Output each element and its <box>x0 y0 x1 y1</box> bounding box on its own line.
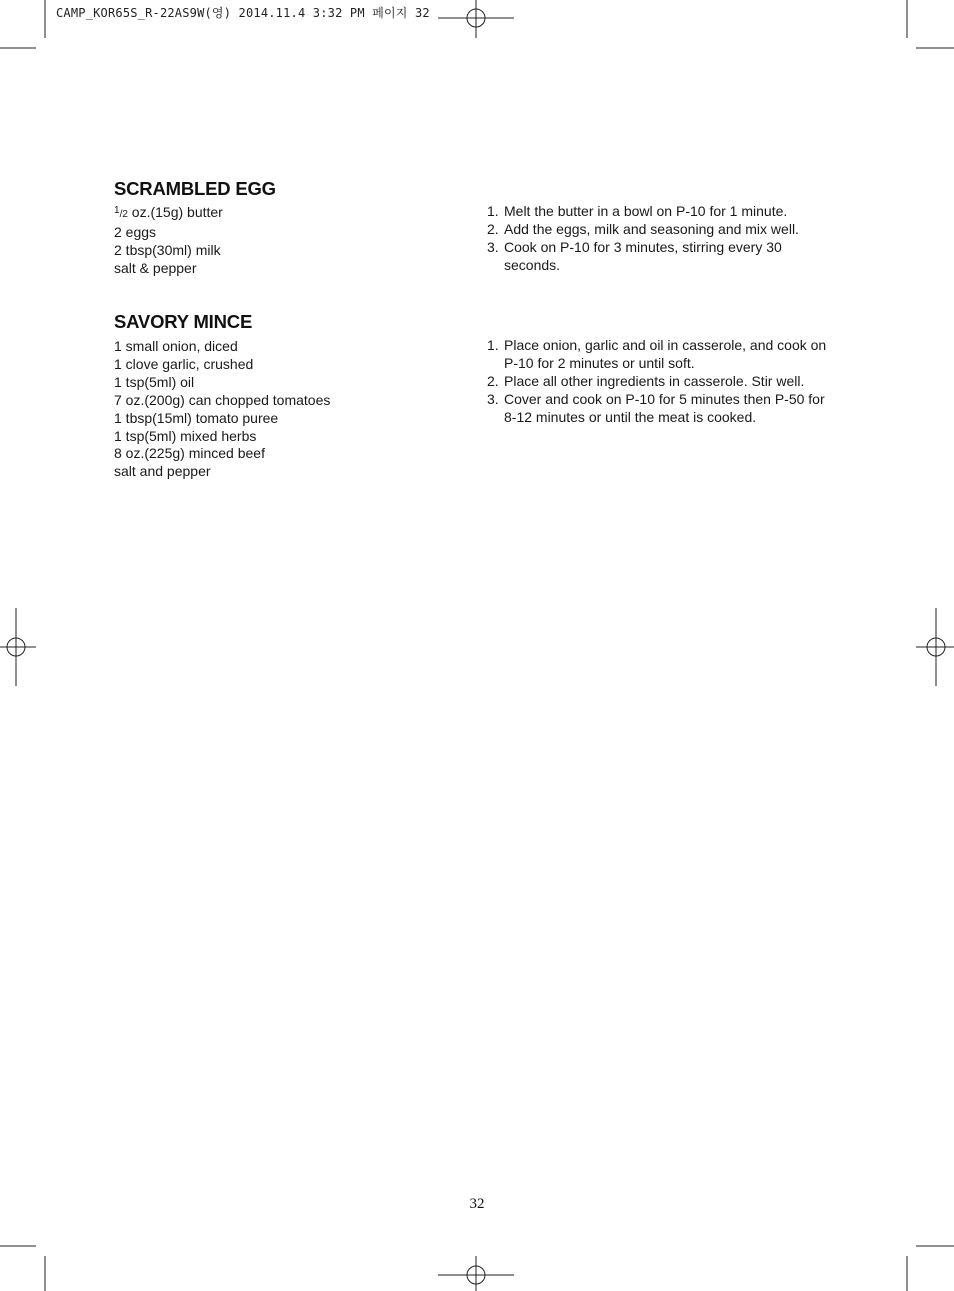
step-text: Place all other ingredients in casserole. Stir well. <box>504 372 805 389</box>
ingredient-item: 8 oz.(225g) minced beef <box>114 445 265 462</box>
step-number: 2. <box>487 372 499 389</box>
ingredient-list <box>114 338 444 481</box>
method-steps <box>487 203 839 275</box>
ingredient-item: 1 tbsp(15ml) tomato puree <box>114 409 279 426</box>
ingredient-item: $^1$/2 oz.(15g) butter <box>114 204 223 220</box>
recipe-title: SAVORY MINCE <box>114 311 253 332</box>
step-number: 3. <box>487 390 499 407</box>
ingredient-item: salt & pepper <box>114 259 197 276</box>
ingredient-item: 1 tsp(5ml) mixed herbs <box>114 427 257 444</box>
ingredient-item: 1 tsp(5ml) oil <box>114 373 195 390</box>
registration-mark-right <box>916 608 954 686</box>
step-number: 1. <box>487 203 499 219</box>
registration-mark-bottom <box>438 1256 514 1291</box>
step-number: 3. <box>487 238 499 255</box>
ingredient-item: salt and pepper <box>114 463 211 480</box>
page-number: 32 <box>469 1196 485 1212</box>
recipe-title: SCRAMBLED EGG <box>114 178 276 199</box>
method-step <box>487 391 839 427</box>
step-text: Cover and cook on P-10 for 5 minutes then P-50 for 8-12 minutes or until the meat is cooked. <box>504 390 825 425</box>
ingredient-list <box>114 204 444 278</box>
ingredient-item: 1 clove garlic, crushed <box>114 355 254 372</box>
ingredient-item: 2 tbsp(30ml) milk <box>114 241 221 258</box>
method-step <box>487 221 839 239</box>
step-number: 2. <box>487 220 499 237</box>
ingredient-item: 7 oz.(200g) can chopped tomatoes <box>114 391 331 408</box>
method-step <box>487 203 839 221</box>
ingredient-item: 2 eggs <box>114 223 157 240</box>
ingredient-item: 1 small onion, diced <box>114 338 238 354</box>
step-number: 1. <box>487 337 499 353</box>
registration-mark-top <box>438 0 514 38</box>
step-text: Cook on P-10 for 3 minutes, stirring every 30 seconds. <box>504 238 782 273</box>
method-step <box>487 337 839 373</box>
step-text: Place onion, garlic and oil in casserole, and cook on P-10 for 2 minutes or until soft. <box>504 337 827 371</box>
registration-mark-left <box>0 608 36 686</box>
fraction: $^1$/2 <box>114 205 128 220</box>
method-step <box>487 373 839 391</box>
step-text: Add the eggs, milk and seasoning and mix well. <box>504 220 799 237</box>
step-text: Melt the butter in a bowl on P-10 for 1 minute. <box>504 203 788 219</box>
method-step <box>487 239 839 275</box>
print-slug: CAMP_KOR65S_R-22AS9W(영) 2014.11.4 3:32 PM 페이지 32 <box>56 6 430 20</box>
method-steps <box>487 337 839 427</box>
